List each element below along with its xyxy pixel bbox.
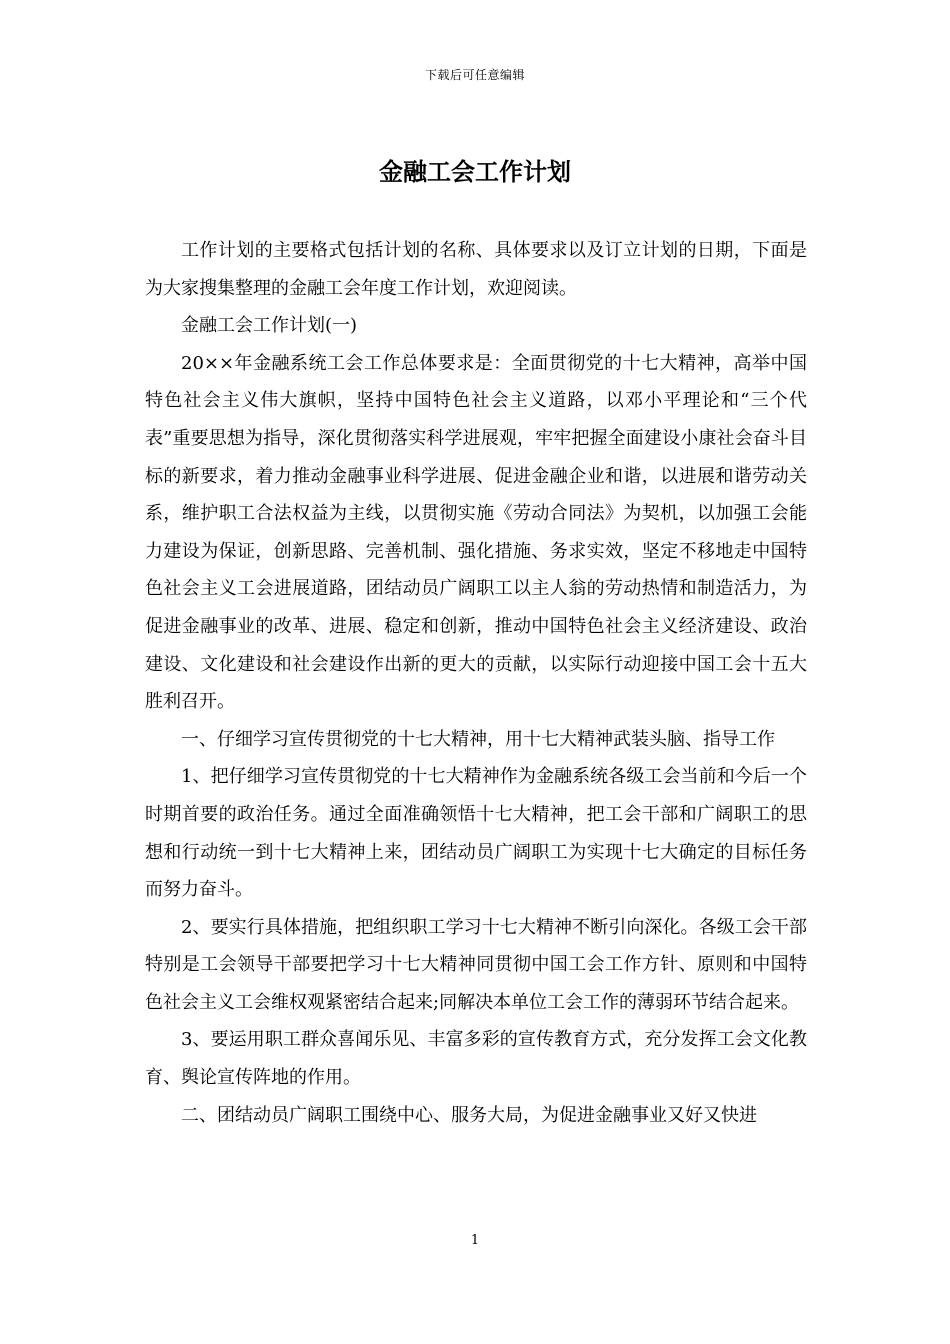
- section-heading-two: 二、团结动员广阔职工围绕中心、服务大局，为促进金融事业又好又快进: [181, 1104, 757, 1126]
- page-header-note: 下载后可任意编辑: [424, 68, 525, 82]
- list-item-2: 2、要实行具体措施，把组织职工学习十七大精神不断引向深化。各级工会干部特别是工会领导干部要把学习十七大精神同贯彻中国工会工作方针、原则和中国特色社会主义工会维权观紧密结合起来;同解决本单位工会工作的薄弱环节结合起来。: [145, 916, 807, 1013]
- section-heading-plan-one: 金融工会工作计划(一): [181, 315, 358, 337]
- section-heading-one: 一、仔细学习宣传贯彻党的十七大精神，用十七大精神武装头脑、指导工作: [181, 728, 775, 750]
- document-body: [145, 232, 807, 1134]
- list-item-1: 1、把仔细学习宣传贯彻党的十七大精神作为金融系统各级工会当前和今后一个时期首要的政治任务。通过全面准确领悟十七大精神，把工会干部和广阔职工的思想和行动统一到十七大精神上来，团结动员广阔职工为实现十七大确定的目标任务而努力奋斗。: [145, 766, 807, 901]
- list-item-3: 3、要运用职工群众喜闻乐见、丰富多彩的宣传教育方式，充分发挥工会文化教育、舆论宣传阵地的作用。: [145, 1029, 807, 1089]
- page-number: 1: [470, 1233, 480, 1248]
- intro-paragraph: 工作计划的主要格式包括计划的名称、具体要求以及订立计划的日期，下面是为大家搜集整理的金融工会年度工作计划，欢迎阅读。: [145, 240, 807, 299]
- document-title: 金融工会工作计划: [379, 157, 571, 186]
- body-paragraph: 20××年金融系统工会工作总体要求是：全面贯彻党的十七大精神，高举中国特色社会主义伟大旗帜，坚持中国特色社会主义道路，以邓小平理论和“三个代表”重要思想为指导，深化贯彻落实科学进展观，牢牢把握全面建设小康社会奋斗目标的新要求，着力推动金融事业科学进展、促进金融企业和谐，以进展和谐劳动关系，维护职工合法权益为主线，以贯彻实施《劳动合同法》为契机，以加强工会能力建设为保证，创新思路、完善机制、强化措施、务求实效，坚定不移地走中国特色社会主义工会进展道路，团结动员广阔职工以主人翁的劳动热情和制造活力，为促进金融事业的改革、进展、稳定和创新，推动中国特色社会主义经济建设、政治建设、文化建设和社会建设作出新的更大的贡献，以实际行动迎接中国工会十五大胜利召开。: [145, 352, 807, 713]
